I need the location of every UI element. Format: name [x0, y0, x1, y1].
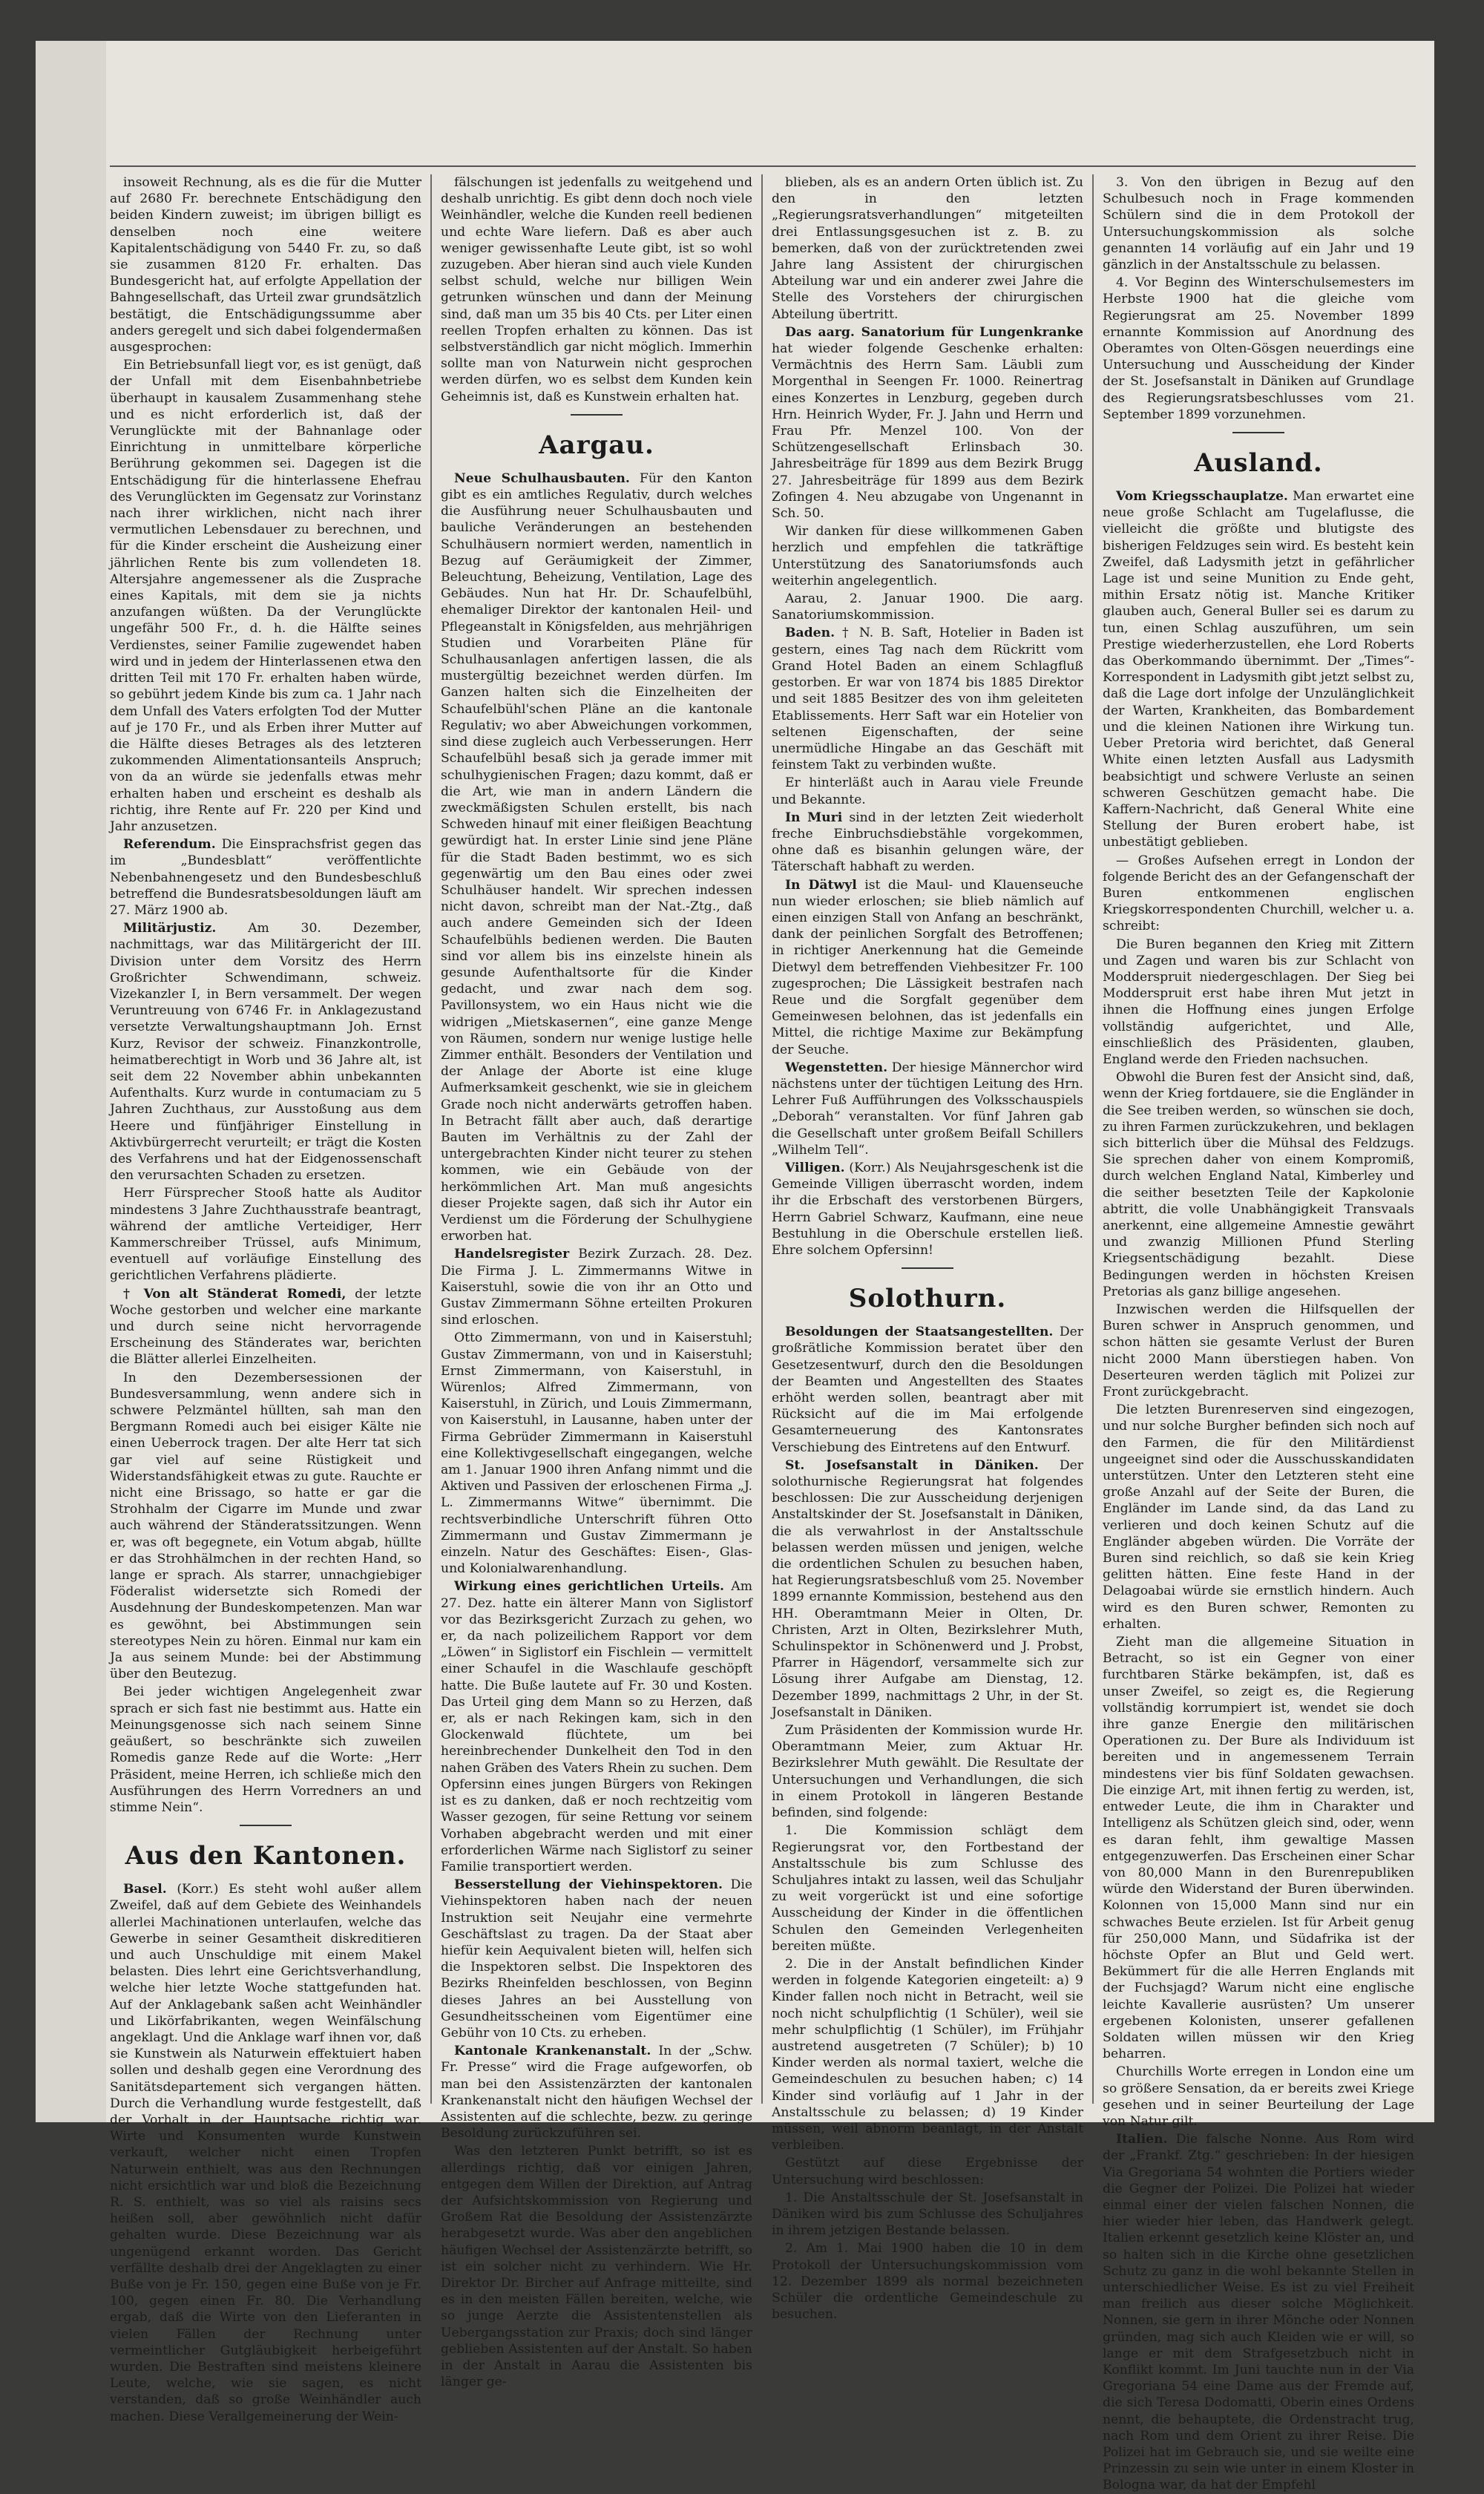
run-in-heading: Handelsregister: [454, 1247, 570, 1262]
paragraph: In Dätwyl ist die Maul- und Klauenseuche nun wieder erloschen; sie blieb nämlich auf einen einzigen Stall von Anfang an beschränkt, dank der peinlichen Sorgfalt des Betroffenen; in richtiger Anerkennung hat die Gemeinde Dietwyl dem betreffenden Viehbesitzer Fr. 100 zugesprochen; Die Lässigkeit bestrafen nach Reue und die Sorgfalt gegenüber dem Gemeinwesen belohnen, das ist jedenfalls ein Mittel, die richtige Maxime zur Bekämpfung der Seuche.: [772, 877, 1083, 1057]
run-in-heading: Besoldungen der Staatsangestellten.: [785, 1325, 1054, 1340]
paragraph: Italien. Die falsche Nonne. Aus Rom wird der „Frankf. Ztg.“ geschrieben: In der hiesigen Via Gregoriana 54 wohnten die Portiers wieder die Gegner der Polizei. Die Polizei hat wieder einmal einer der vielen falschen Nonnen, die hier wieder hier leben, das Handwerk gelegt. Italien erkennt gesetzlich keine Klöster an, und so halten sich in die Kirche ohne gesetzlichen Schutz zu ganz in die wohl bekannte Stellen in unterschiedlicher Weise. Es ist zu viel Freiheit man freilich aus dieser solche Möglichkeit. Nonnen, sie gern in ihrer Mönche oder Nonnen gründen, mag sich auch Kleiden wie er will, so lange er mit dem Strafgesetzbuch nicht in Konflikt kommt. Im Juni tauchte nun in der Via Gregoriana 54 eine Dame aus der Fremde auf, die sich Teresa Dodomatti, Oberin eines Ordens nennt, die behauptete, die Ordenstracht trug, nach Rom und dem Orient zu ihrer Reise. Die Polizei hat im Gebrauch sie, und sie weilte eine Prinzessin zu sein wie unter in einem Kloster in Bologna war, da hat der Empfehl: [1103, 2132, 1414, 2493]
run-in-heading: † Von alt Ständerat Romedi,: [123, 1286, 347, 1302]
paragraph: Besoldungen der Staatsangestellten. Der großrätliche Kommission beratet über den Gesetzesentwurf, durch den die Besoldungen der Beamten und Angestellten des Staates erhöht werden sollen, beantragt aber mit Rücksicht auf die im Mai erfolgende Gesamterneuerung des Kantonsrates Verschiebung des Eintretens auf den Entwurf.: [772, 1325, 1083, 1455]
paragraph: Ein Betriebsunfall liegt vor, es ist genügt, daß der Unfall mit dem Eisenbahnbetriebe überhaupt in kausalem Zusammenhang stehe und es nicht erforderlich ist, daß der Verunglückte mit der Bahnanlage oder Einrichtung in unmittelbare körperliche Berührung gekommen sei. Dagegen ist die Entschädigung für die hinterlassene Ehefrau des Verunglückten im Gegensatz zur Vorinstanz nach ihrer wirklichen, nicht nach ihrer vermutlichen Lebensdauer zu berechnen, und für die Kinder erscheint die Ausheizung einer jährlichen Rente bis zum vollendeten 18. Altersjahre angemessener als die Zusprache eines Kapitals, mit dem sie ja nichts anzufangen wüßten. Da der Verunglückte ungefähr 500 Fr., d. h. die Hälfte seines Verdienstes, seiner Familie zugewendet haben wird und in jedem der Hinterlassenen etwa den dritten Teil mit 170 Fr. erhalten haben würde, so gebührt jedem Kinde bis zum ca. 1 Jahr nach dem Unfall des Vaters erfolgten Tod der Mutter auf je 170 Fr., und als Erben ihrer Mutter auf die Hälfte dieses Betrages als des letzteren zukommenden Alimentationsanteils Anspruch; von da an würde sie jedenfalls etwas mehr erhalten haben und erscheint es deshalb als richtig, ihre Rente auf Fr. 220 per Kind und Jahr anzusetzen.: [110, 358, 421, 834]
paragraph: Er hinterläßt auch in Aarau viele Freunde und Bekannte.: [772, 775, 1083, 807]
run-in-heading: Militärjustiz.: [123, 921, 217, 936]
section-heading: Aus den Kantonen.: [125, 1841, 407, 1871]
paragraph: Handelsregister Bezirk Zurzach. 28. Dez. Die Firma J. L. Zimmermanns Witwe in Kaiserstuhl, sowie die von ihr an Otto und Gustav Zimmermann Söhne erteilten Prokuren sind erloschen.: [441, 1247, 752, 1328]
section-divider: [240, 1825, 292, 1826]
paragraph: Bei jeder wichtigen Angelegenheit zwar sprach er sich fast nie bestimmt aus. Hatte ein Meinungsgenosse sich nach seinem Sinne geäußert, so beschränkte sich zuweilen Romedis ganze Rede auf die Worte: „Herr Präsident, meine Herren, ich schließe mich den Ausführungen des Herrn Vorredners an und stimme Nein“.: [110, 1684, 421, 1815]
run-in-heading: In Dätwyl: [785, 877, 857, 893]
article-columns: [110, 174, 1416, 2493]
paragraph: In den Dezembersessionen der Bundesversammlung, wenn andere sich in schwere Pelzmäntel hüllten, sah man den Bergmann Romedi auch bei eisiger Kälte nie einen Ueberrock tragen. Der alte Herr tat sich gar viel auf seine Rüstigkeit und Widerstandsfähigkeit etwas zu gute. Rauchte er nicht eine Brissago, so hatte er gar die Strohhalm der Cigarre im Munde und zwar auch während der Ständeratssitzungen. Wenn er, was oft begegnete, ein Votum abgab, hüllte er das Strohhälmchen in der rechten Hand, so lange er sprach. Als starrer, unnachgiebiger Föderalist widersetzte sich Romedi der Ausdehnung der Bundeskompetenzen. Man war es gewöhnt, bei Abstimmungen sein stereotypes Nein zu hören. Einmal nur kam ein Ja aus seinem Munde: bei der Abstimmung über den Beutezug.: [110, 1370, 422, 1682]
paragraph: Wegenstetten. Der hiesige Männerchor wird nächstens unter der tüchtigen Leitung des Hrn. Lehrer Fuß Aufführungen des Volksschauspiels „Deborah“ veranstalten. Vor fünf Jahren gab die Gesellschaft unter großem Beifall Schillers „Wilhelm Tell“.: [772, 1060, 1083, 1158]
paragraph: Villigen. (Korr.) Als Neujahrsgeschenk ist die Gemeinde Villigen überrascht worden, indem ihr die Erbschaft des verstorbenen Bürgers, Herrn Gabriel Schwarz, Kaufmann, eine neue Bestuhlung in die Oberschule erstellen ließ. Ehre solchem Opfersinn!: [772, 1160, 1083, 1258]
paragraph: Zum Präsidenten der Kommission wurde Hr. Oberamtmann Meier, zum Aktuar Hr. Bezirkslehrer Muth gewählt. Die Resultate der Untersuchungen und Verhandlungen, die sich in einem Protokoll in längeren Bestande befinden, sind folgende:: [772, 1723, 1083, 1821]
paragraph: 1. Die Anstaltsschule der St. Josefsanstalt in Däniken wird bis zum Schlusse des Schuljahres in ihrem jetzigen Bestande belassen.: [772, 2190, 1083, 2239]
column-4: [1103, 174, 1415, 2493]
paragraph: St. Josefsanstalt in Däniken. Der solothurnische Regierungsrat hat folgendes beschlossen: Die zur Ausscheidung derjenigen Anstaltskinder der St. Josefsanstalt in Däniken, die als verwahrlost in der Anstaltsschule belassen werden müssen und jenigen, welche die ordentlichen Schulen zu besuchen haben, hat Regierungsratsbeschluß vom 25. November 1899 ernannte Kommission, bestehend aus den HH. Oberamtmann Meier in Olten, Dr. Christen, Arzt in Olten, Bezirkslehrer Muth, Schulinspektor in Schönenwerd und J. Probst, Pfarrer in Hägendorf, versammelte sich zur Lösung ihrer Aufgabe am Dienstag, 12. Dezember 1899, nachmittags 2 Uhr, in der St. Josefsanstalt in Däniken.: [772, 1457, 1083, 1720]
paragraph: Kantonale Krankenanstalt. In der „Schw. Fr. Presse“ wird die Frage aufgeworfen, ob man bei den Assistenzärzten der kantonalen Krankenanstalt nicht den häufigen Wechsel der Assistenten auf die schlechte, bezw. zu geringe Besoldung zurückzuführen sei.: [441, 2044, 752, 2142]
paragraph: Herr Fürsprecher Stooß hatte als Auditor mindestens 3 Jahre Zuchthausstrafe beantragt, während der amtliche Verteidiger, Herr Kammerschreiber Trüssel, aufs Minimum, eventuell auf vorläufige Einstellung des gerichtlichen Verfahrens plädierte.: [110, 1186, 421, 1284]
section-heading: Aargau.: [539, 430, 654, 460]
paragraph: 2. Am 1. Mai 1900 haben die 10 in dem Protokoll der Untersuchungskommission vom 12. Dezember 1899 als normal bezeichneten Schüler die ordentliche Gemeindeschule zu besuchen.: [772, 2241, 1083, 2323]
column-rule: [1092, 174, 1094, 2104]
paragraph: — Großes Aufsehen erregt in London der folgende Bericht des an der Gefangenschaft der Buren entkommenen englischen Kriegskorrespondenten Churchill, welcher u. a. schreibt:: [1103, 853, 1414, 934]
paragraph: Churchills Worte erregen in London eine um so größere Sensation, da er bereits zwei Kriege gesehen und in seiner Beurteilung der Lage von Natur gilt.: [1103, 2064, 1414, 2129]
column-2: [441, 174, 752, 2390]
run-in-heading: Wegenstetten.: [785, 1060, 888, 1075]
paragraph: Obwohl die Buren fest der Ansicht sind, daß, wenn der Krieg fortdauere, sie die Engländer in die See treiben werden, so wünschen sie doch, zu ihren Farmen zurückzukehren, und beklagen sich bitterlich über die Mühsal des Feldzugs. Sie sprechen daher von einem Kompromiß, durch welchen England Natal, Kimberley und die seither besetzten Teile der Kapkolonie abtritt, die volle Unabhängigkeit Transvaals anerkennt, eine allgemeine Amnestie gewährt und zwanzig Millionen Pfund Sterling Kriegsentschädigung bezahlt. Diese Bedingungen werden in höchsten Kreisen Pretorias als ganz billige angesehen.: [1103, 1070, 1414, 1299]
section-divider: [902, 1267, 953, 1269]
paragraph: Besserstellung der Viehinspektoren. Die Viehinspektoren haben nach der neuen Instruktion seit Neujahr eine vermehrte Geschäftslast zu tragen. Da der Staat aber hiefür kein Aequivalent bieten will, helfen sich die Inspektoren selbst. Die Inspektoren des Bezirks Rheinfelden beschlossen, von Beginn dieses Jahres an bei Ausstellung von Gesundheitsscheinen vom Eigentümer eine Gebühr von 10 Cts. zu erheben.: [441, 1877, 752, 2041]
paragraph: 2. Die in der Anstalt befindlichen Kinder werden in folgende Kategorien eingeteilt: a) 9 Kinder fallen noch nicht in Betracht, weil sie noch nicht schulpflichtig (1 Schüler), weil sie mehr schulpflichtig (1 Schüler), im Frühjahr austretend ausgetreten (7 Schüler); b) 10 Kinder werden als normal taxiert, welche die Gemeindeschulen zu besuchen haben; c) 14 Kinder sind vorläufig auf 1 Jahr in der Anstaltsschule zu belassen; d) 19 Kinder müssen, weil abnorm beanlagt, in der Anstalt verbleiben.: [772, 1956, 1083, 2153]
run-in-heading: Italien.: [1116, 2132, 1168, 2147]
paragraph: Gestützt auf diese Ergebnisse der Untersuchung wird beschlossen:: [772, 2156, 1083, 2188]
section-divider: [571, 414, 623, 416]
paragraph: Neue Schulhausbauten. Für den Kanton gibt es ein amtliches Regulativ, durch welches die Ausführung neuer Schulhausbauten und bauliche Veränderungen an bestehenden Schulhäusern normiert werden, namentlich in Bezug auf Geräumigkeit der Zimmer, Beleuchtung, Beheizung, Ventilation, Lage des Gebäudes. Nun hat Hr. Dr. Schaufelbühl, ehemaliger Direktor der kantonalen Heil- und Pflegeanstalt in Königsfelden, aus mehrjährigen Studien und Vorarbeiten Pläne für Schulhausanlagen anfertigen lassen, die als mustergültig bezeichnet werden dürfen. Im Ganzen halten sich die Einzelheiten der Schaufelbühl'schen Pläne an die kantonale Regulativ; wo aber Abweichungen vorkommen, sind diese zugleich auch Verbesserungen. Herr Schaufelbühl besaß sich ja gerade immer mit schulhygienischen Fragen; dazu kommt, daß er die Art, wie man in andern Ländern die zweckmäßigsten Schulen erstellt, bis nach Schweden hinauf mit einer fleißigen Beachtung gewürdigt hat. In erster Linie sind jene Pläne für die Stadt Baden bestimmt, wo es sich gegenwärtig um den Bau eines oder zwei Schulhäuser handelt. Wir sprechen indessen nicht davon, schreibt man der Nat.-Ztg., daß auch andere Gemeinden sich der Ideen Schaufelbühls bedienen werden. Die Bauten sind vor allem bis ins einzelste hinein als gesunde Aufenthaltsorte für die Kinder gedacht, und zwar nach dem sog. Pavillonsystem, wo ein Haus nicht wie die widrigen „Mietskasernen“, eine ganze Menge von Räumen, sondern nur wenige lustige helle Zimmer enthält. Besonders der Ventilation und der Anlage der Aborte ist eine kluge Aufmerksamkeit geschenkt, wie sie in gleichem Grade noch nicht anderwärts getroffen haben. In Betracht fällt aber auch, daß derartige Bauten im Verhältnis zu der Zahl der untergebrachten Kinder nicht teurer zu stehen kommen, wie ein Gebäude von der herkömmlichen Art. Man muß angesichts dieser Projekte sagen, daß sich ihr Autor ein Verdienst um die Förderung der Schulhygiene erworben hat.: [441, 470, 752, 1244]
header-rule: [110, 165, 1416, 167]
paragraph: blieben, als es an andern Orten üblich ist. Zu den in den letzten „Regierungsratsverhandlungen“ mitgeteilten drei Entlassungsgesuchen ist z. B. zu bemerken, daß von der zurücktretenden zwei Jahre lang Assistent der chirurgischen Abteilung war und ein anderer zwei Jahre die Stelle des Vorstehers der chirurgischen Abteilung übertritt.: [772, 175, 1083, 322]
paragraph: † Von alt Ständerat Romedi, der letzte Woche gestorben und welcher eine markante und durch seine nicht hervorragende Erscheinung des Ständerates war, berichten die Blätter allerlei Einzelheiten.: [110, 1286, 421, 1368]
paragraph: Wirkung eines gerichtlichen Urteils. Am 27. Dez. hatte ein älterer Mann von Siglistorf vor das Bezirksgericht Zurzach zu gehen, wo er, da nach polizeilichem Rapport vor dem „Löwen“ in Siglistorf ein Fischlein — vermittelt einer Schaufel in die Waschlaufe geschöpft hatte. Die Buße lautete auf Fr. 30 und Kosten. Das Urteil ging dem Mann so zu Herzen, daß er, als er nach Rekingen kam, sich in den Glockenwald flüchtete, um bei hereinbrechender Dunkelheit den Tod in den nahen Gräben des Vaters Rhein zu suchen. Dem Opfersinn eines jungen Bürgers von Rekingen ist es zu danken, daß er noch rechtzeitig vom Wasser gezogen, für seine Rettung vor seinem Vorhaben abgebracht werden und mit einer erforderlichen Wärme nach Siglistorf zu seiner Familie transportiert werden.: [441, 1579, 752, 1874]
run-in-heading: Villigen.: [785, 1160, 845, 1175]
paragraph: 1. Die Kommission schlägt dem Regierungsrat vor, den Fortbestand der Anstaltsschule bis zum Schlusse des Schuljahres intakt zu lassen, weil das Schuljahr zu weit vorgerückt ist und eine sofortige Ausscheidung der Kinder in die öffentlichen Schulen den Gemeinden Verlegenheiten bereiten müßte.: [772, 1823, 1083, 1954]
paragraph: Inzwischen werden die Hilfsquellen der Buren schwer in Anspruch genommen, und schon hätten sie gesamte Verlust der Buren nicht 2000 Mann überstiegen haben. Von Deserteuren werden täglich mit Polizei zur Front zurückgebracht.: [1103, 1302, 1414, 1400]
page-margin: [36, 41, 106, 2122]
run-in-heading: Neue Schulhausbauten.: [454, 470, 630, 486]
section-divider: [1232, 432, 1284, 433]
column-1: [110, 174, 422, 2424]
run-in-heading: In Muri: [785, 810, 843, 825]
run-in-heading: Basel.: [123, 1882, 167, 1897]
section-heading: Ausland.: [1194, 448, 1323, 479]
run-in-heading: Baden.: [785, 626, 835, 641]
paragraph: Basel. (Korr.) Es steht wohl außer allem Zweifel, daß auf dem Gebiete des Weinhandels allerlei Machinationen unterlaufen, welche das Gewerbe in seiner Gesamtheit diskreditieren und auch Unschuldige mit einem Makel belasten. Dies lehrt eine Gerichtsverhandlung, welche hier letzte Woche stattgefunden hat. Auf der Anklagebank saßen acht Weinhändler und Likörfabrikanten, wegen Weinfälschung angeklagt. Und die Anklage warf ihnen vor, daß sie Kunstwein als Naturwein effektuiert haben sollen und deshalb gegen eine Verordnung des Sanitätsdepartement sich vergangen hätten. Durch die Verhandlung wurde festgestellt, daß der Vorhalt in der Hauptsache richtig war. Wirte und Konsumenten wurde Kunstwein verkauft, welcher nicht einen Tropfen Naturwein enthielt, was aus den Rechnungen nicht ersichtlich war und bloß die Bezeichnung R. S. enthielt, was so viel als raisins secs heißen soll, aber gewöhnlich nicht dafür gehalten wurde. Diese Bezeichnung war als ungenügend erkannt worden. Das Gericht verfällte deshalb drei der Angeklagten zu einer Buße von je Fr. 150, gegen eine Buße von je Fr. 100, gegen einen Fr. 80. Die Verhandlung ergab, daß die Wirte von den Lieferanten in vielen Fällen der Rechnung unter vermeintlicher Gutgläubigkeit herbeigeführt wurden. Die Bestraften sind meistens kleinere Leute, welche, wie sie sagen, es nicht verstanden, daß so große Weinhändler auch machen. Diese Verallgemeinerung der Wein-: [110, 1882, 421, 2424]
run-in-heading: Kantonale Krankenanstalt.: [454, 2044, 651, 2059]
paragraph: 3. Von den übrigen in Bezug auf den Schulbesuch noch in Frage kommenden Schülern sind die in dem Protokoll der Untersuchungskommission als solche genannten 14 vorläufig auf ein Jahr und 19 gänzlich in der Anstaltsschule zu belassen.: [1103, 175, 1414, 273]
paragraph: Vom Kriegsschauplatze. Man erwartet eine neue große Schlacht am Tugelaflusse, die vielleicht die größte und blutigste des bisherigen Feldzuges sein wird. Es besteht kein Zweifel, daß Ladysmith jetzt in gefährlicher Lage ist und seine Munition zu Ende geht, mithin Ersatz nötig ist. Manche Kritiker glauben auch, General Buller sei es darum zu tun, einen Schlag auszuführen, um sein Prestige wiederherzustellen, ehe Lord Roberts das Oberkommando übernimmt. Der „Times“-Korrespondent in Ladysmith gibt jetzt selbst zu, daß die Lage dort infolge der Unzulänglichkeit der Warten, Krankheiten, das Bombardement und die kleinen Nationen ihre Wirkung tun. Ueber Pretoria wird berichtet, daß General White einen letzten Ausfall aus Ladysmith beabsichtigt und schwere Verluste an seinen schweren Geschützen gemacht habe. Die Kaffern-Nachricht, daß General White eine Stellung der Buren erobert habe, ist unbestätigt geblieben.: [1103, 489, 1415, 850]
run-in-heading: St. Josefsanstalt in Däniken.: [785, 1457, 1039, 1473]
paragraph: Was den letzteren Punkt betrifft, so ist es allerdings richtig, daß vor einigen Jahren, entgegen dem Willen der Direktion, auf Antrag der Aufsichtskommission von Regierung und Großem Rat die Besoldung der Assistenzärzte herabgesetzt wurde. Was aber den angeblichen häufigen Wechsel der Assistenzärzte betrifft, so ist ein solcher nicht zu verhindern. Wie Hr. Direktor Dr. Bircher auf Anfrage mitteilte, sind es in den meisten Fällen bereiten, welche, wie so junge Aerzte die Assistentenstellen als Uebergangsstation zur Praxis; doch sind länger geblieben Assistenten auf der Anstalt. So haben in der Anstalt in Aarau die Assistenten bis länger ge-: [441, 2144, 752, 2390]
run-in-heading: Wirkung eines gerichtlichen Urteils.: [454, 1579, 724, 1595]
paragraph: Die letzten Burenreserven sind eingezogen, und nur solche Burgher befinden sich noch auf den Farmen, die für den Militärdienst ungeeignet sind oder die Ausschusskandidaten unterstützen. Unter den Letzteren steht eine große Anzahl auf der Seite der Buren, die Engländer im Lande sind, da das Land zu verlieren und doch keinen Schutz auf die Engländer abgeben würden. Die Vorräte der Buren sind reichlich, so daß sie kein Krieg gelitten hätten. Eine feste Hand in der Delagoabai würde sie ernstlich hindern. Auch wird es den Buren schwer, Remonten zu erhalten.: [1103, 1402, 1414, 1632]
run-in-heading: Besserstellung der Viehinspektoren.: [454, 1877, 723, 1893]
paragraph: Aarau, 2. Januar 1900. Die aarg. Sanatoriumskommission.: [772, 591, 1083, 623]
paragraph: Otto Zimmermann, von und in Kaiserstuhl; Gustav Zimmermann, von und in Kaiserstuhl; Ernst Zimmermann, von Kaiserstuhl, in Würenlos; Alfred Zimmermann, von Kaiserstuhl, in Zürich, und Louis Zimmermann, von Kaiserstuhl, in Lausanne, haben unter der Firma Gebrüder Zimmermann in Kaiserstuhl eine Kollektivgesellschaft eingegangen, welche am 1. Januar 1900 ihren Anfang nimmt und die Aktiven und Passiven der erloschenen Firma „J. L. Zimmermanns Witwe“ übernimmt. Die rechtsverbindliche Unterschrift führen Otto Zimmermann und Gustav Zimmermann je einzeln. Natur des Geschäftes: Eisen-, Glas- und Kolonialwarenhandlung.: [441, 1330, 752, 1577]
newspaper-page: [36, 41, 1434, 2493]
run-in-heading: Vom Kriegsschauplatze.: [1116, 489, 1288, 505]
column-3: [772, 174, 1083, 2323]
paragraph: insoweit Rechnung, als es die für die Mutter auf 2680 Fr. berechnete Entschädigung den beiden Kindern zuweist; im übrigen billigt es denselben noch eine weitere Kapitalentschädigung von 5440 Fr. zu, so daß sie zusammen 8120 Fr. erhalten. Das Bundesgericht hat, auf erfolgte Appellation der Bahngesellschaft, das Urteil zwar grundsätzlich bestätigt, die Entschädigungssumme aber anders geregelt und sich dabei folgendermaßen ausgesprochen:: [110, 175, 421, 355]
paragraph: Zieht man die allgemeine Situation in Betracht, so ist ein Gegner von einer furchtbaren Stärke bekämpfen, ist, daß es unser Zweifel, so zeigt es, die Regierung vollständig korrumpiert ist, wendet sie doch ihre ganze Energie den militärischen Operationen zu. Der Bure als Individuum ist bereiten und in angemessenem Terrain mindestens vier bis fünf Soldaten gewachsen. Die einzige Art, mit ihnen fertig zu werden, ist, entweder Leute, die ihm in Charakter und Intelligenz als Schützen gleich sind, oder, wenn es daran fehlt, ihm gewaltige Massen entgegenzuwerfen. Das Erscheinen einer Schar von 80,000 Mann in den Burenrepubliken würde den Widerstand der Buren überwinden. Kolonnen von 15,000 Mann sind nur ein schwaches Beute erzielen. Ist für Arbeit genug für 250,000 Mann, und Südafrika ist der höchste Opfer an Blut und Geld wert. Bekümmert für die alle Herren Englands mit der Fuchsjagd? Warum nicht eine englische leichte Kavallerie ausrüsten? Um unserer ergebenen Kolonisten, unserer gefallenen Soldaten willen müssen wir den Krieg beharren.: [1103, 1635, 1414, 2062]
paragraph: Die Buren begannen den Krieg mit Zittern und Zagen und waren bis zur Schlacht von Modderspruit niedergeschlagen. Der Sieg bei Modderspruit erst habe ihren Mut jetzt in ihnen die Hoffnung eines jungen Erfolge vollständig aufgerichtet, und Alle, einschließlich des Präsidenten, glauben, England werde den Frieden nachsuchen.: [1103, 936, 1414, 1067]
column-rule: [761, 174, 763, 2104]
section-heading: Solothurn.: [848, 1284, 1007, 1314]
paragraph: fälschungen ist jedenfalls zu weitgehend und deshalb unrichtig. Es gibt denn doch noch viele Weinhändler, welche die Kunden reell bedienen und echte Ware liefern. Daß es aber auch weniger gewissenhafte Leute gibt, ist so wohl zuzugeben. Aber hieran sind auch viele Kunden selbst schuld, welche nur billigen Wein getrunken wünschen und dann der Meinung sind, daß man um 35 bis 40 Cts. per Liter einen reellen Tropfen erhalten zu können. Das ist selbstverständlich gar nicht möglich. Immerhin sollte man von Naturwein nicht gesprochen werden dürfen, wo es selbst dem Kunden kein Geheimnis ist, daß es Kunstwein erhalten hat.: [441, 175, 752, 404]
paragraph: 4. Vor Beginn des Winterschulsemesters im Herbste 1900 hat die gleiche vom Regierungsrat am 25. November 1899 ernannte Kommission auf Anordnung des Oberamtes von Olten-Gösgen neuerdings eine Untersuchung und Ausscheidung der Kinder der St. Josefsanstalt in Däniken auf Grundlage des Regierungsratsbeschlusses vom 21. September 1899 vorzunehmen.: [1103, 275, 1414, 422]
paragraph: Wir danken für diese willkommenen Gaben herzlich und empfehlen die tatkräftige Unterstützung des Sanatoriumsfonds auch weiterhin angelegentlich.: [772, 524, 1083, 588]
run-in-heading: Das aarg. Sanatorium für Lungenkranke: [785, 324, 1083, 340]
paragraph: Militärjustiz. Am 30. Dezember, nachmittags, war das Militärgericht der III. Division unter dem Vorsitz des Herrn Großrichter Schwendimann, schweiz. Vizekanzler I, in Bern versammelt. Der wegen Veruntreuung von 6746 Fr. in Anklagezustand versetzte Verwaltungshauptmann Joh. Ernst Kurz, Revisor der schweiz. Finanzkontrolle, heimatberechtigt in Worb und 36 Jahre alt, ist seit dem 22 November abhin unbekannten Aufenthalts. Kurz wurde in contumaciam zu 5 Jahren Zuchthaus, zur Ausstoßung aus dem Heere und fünfjähriger Einstellung in Aktivbürgerrecht verurteilt; er trägt die Kosten des Verfahrens und hat der Eidgenossenschaft den verursachten Schaden zu ersetzen.: [110, 921, 421, 1184]
paragraph: Das aarg. Sanatorium für Lungenkranke hat wieder folgende Geschenke erhalten: Vermächtnis des Herrn Sam. Läubli zum Morgenthal in Seengen Fr. 1000. Reinertrag eines Konzertes in Lenzburg, gegeben durch Hrn. Heinrich Wyder, Fr. J. Jahn und Herrn und Frau Pfr. Menzel 100. Von der Schützengesellschaft Erlinsbach 30. Jahresbeiträge für 1899 aus dem Bezirk Brugg 27. Jahresbeiträge für 1899 aus dem Bezirk Zofingen 4. Neu abzugabe von Ungenannt in Sch. 50.: [772, 324, 1083, 522]
paragraph: Referendum. Die Einsprachsfrist gegen das im „Bundesblatt“ veröffentlichte Nebenbahnengesetz und den Bundesbeschluß betreffend die Bundesratsbesoldungen läuft am 27. März 1900 ab.: [110, 837, 421, 918]
paragraph: Baden. † N. B. Saft, Hotelier in Baden ist gestern, eines Tag nach dem Rückritt vom Grand Hotel Baden an einem Schlagfluß gestorben. Er war von 1874 bis 1885 Direktor und seit 1885 Besitzer des von ihm geleiteten Etablissements. Herr Saft war ein Hotelier von seltenen Eigenschaften, der seine unermüdliche Hingabe an das Geschäft mit feinstem Takt zu verbinden wußte.: [772, 626, 1083, 773]
column-rule: [430, 174, 432, 2104]
paragraph: In Muri sind in der letzten Zeit wiederholt freche Einbruchsdiebstähle vorgekommen, ohne daß es bisanhin gelungen wäre, der Täterschaft habhaft zu werden.: [772, 810, 1083, 875]
run-in-heading: Referendum.: [123, 837, 216, 853]
